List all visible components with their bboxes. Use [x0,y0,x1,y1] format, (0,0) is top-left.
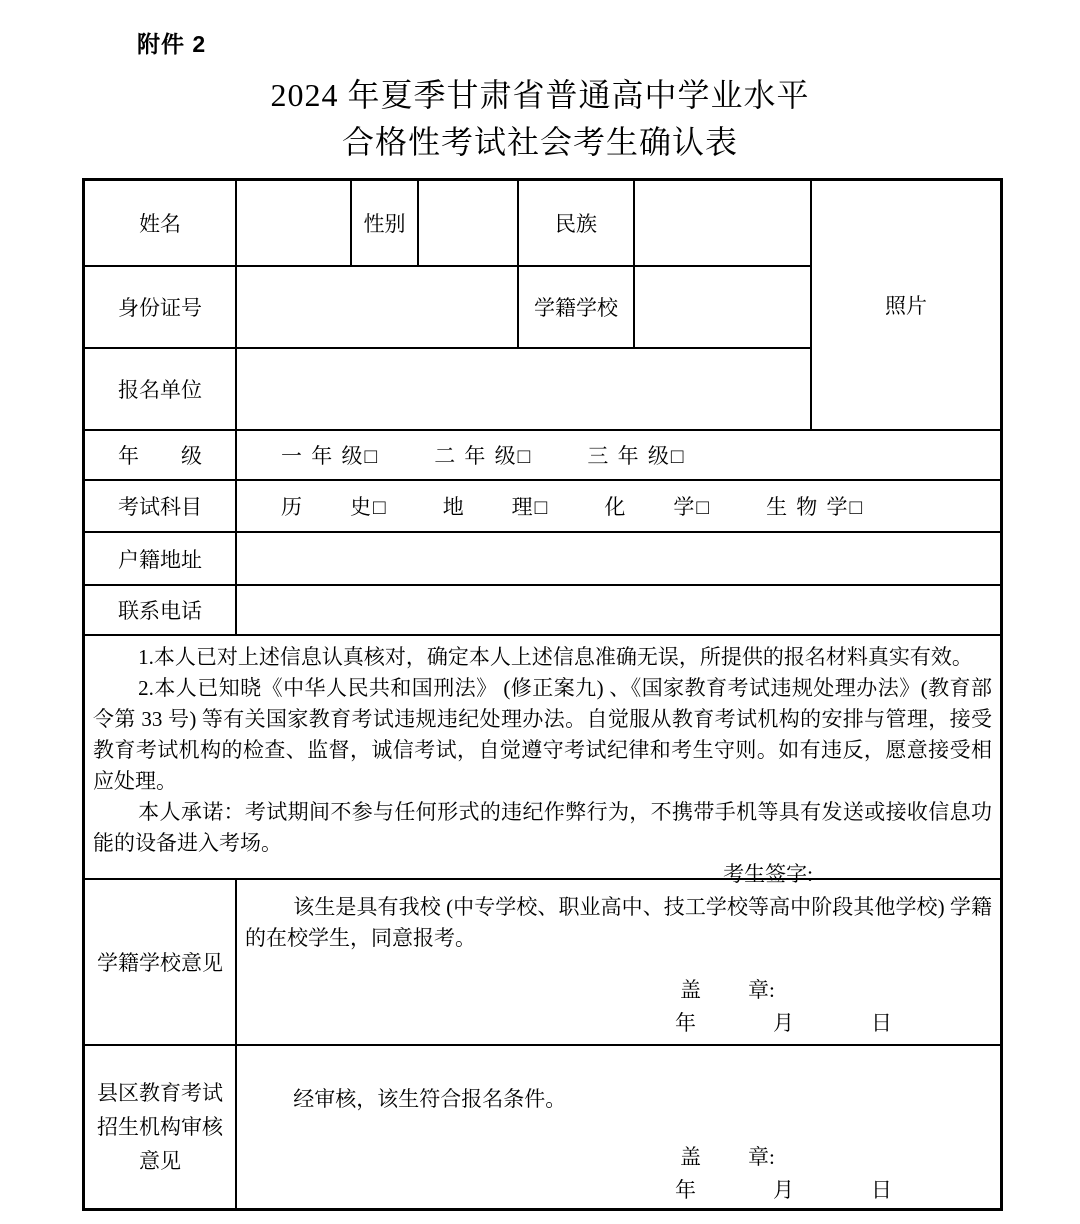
county-date-month: 月 [773,1178,794,1202]
grade-options-cell [237,431,1000,481]
declaration-para-3: 本人承诺：考试期间不参与任何形式的违纪作弊行为，不携带手机等具有发送或接收信息功能的设备进入考场。 [93,800,992,855]
field-label-gender: 性别 [352,181,419,267]
school-opinion-text: 该生是具有我校 (中专学校、职业高中、技工学校等高中阶段其他学校) 学籍的在校学生，同意报考。 [245,895,992,950]
form-title-line2: 合格性考试社会考生确认表 [341,124,738,160]
grade-option-3-checkbox: 三 年 级□ [587,444,686,468]
subject-options-cell [237,481,1000,533]
attachment-label: 附件 2 [137,31,207,57]
declaration-para-2: 2.本人已知晓《中华人民共和国刑法》 (修正案九) 、《国家教育考试违规处理办法》(教育部令第 33 号) 等有关国家教育考试违规违纪处理办法。自觉服从教育考试机构的安排与管理，接受教育考试机构的检查、监督，诚信考试，自觉遵守考试纪律和考生守则。如有违反，愿意接受相应处理。 [93,676,992,793]
school-date-day: 日 [871,1011,892,1035]
school-date-month: 月 [773,1011,794,1035]
id-number-value-cell [237,267,519,349]
field-label-registration-unit: 报名单位 [85,349,237,431]
field-label-ethnicity: 民族 [519,181,635,267]
school-opinion-content [237,880,1000,1046]
county-opinion-label-line1: 县区教育考试 [97,1081,223,1105]
school-seal-label: 盖 [680,978,701,1002]
subject-biology-checkbox: 生 物 学□ [766,495,865,519]
ethnicity-value-cell [635,181,812,267]
subject-history-checkbox: 历 史□ [281,495,388,519]
county-seal-line [680,1141,992,1174]
registration-table [82,178,1003,1211]
field-label-id-number: 身份证号 [85,267,237,349]
subject-geography-checkbox: 地 理□ [442,495,550,519]
county-seal-colon: 章: [748,1145,775,1169]
county-opinion-label-line2: 招生机构审核 [97,1115,223,1139]
field-label-name: 姓名 [85,181,237,267]
subject-chemistry-checkbox: 化 学□ [604,495,712,519]
declaration-section [85,636,1000,886]
contact-phone-value-cell [237,586,1000,636]
school-seal-colon: 章: [748,978,775,1002]
candidate-signature-label: 考生签字: [723,862,813,886]
field-label-exam-subjects: 考试科目 [85,481,237,533]
school-date-line [675,1007,992,1040]
name-value-cell [237,181,352,267]
gender-value-cell [419,181,519,267]
field-label-contact-phone: 联系电话 [85,586,237,636]
grade-option-2-checkbox: 二 年 级□ [434,444,533,468]
school-seal-line [680,974,992,1007]
declaration-para-1: 1.本人已对上述信息认真核对，确定本人上述信息准确无误，所提供的报名材料真实有效。 [138,645,973,669]
field-label-enrolled-school: 学籍学校 [519,267,635,349]
grade-option-1-checkbox: 一 年 级□ [281,444,380,468]
registration-unit-value-cell [237,349,812,431]
household-address-value-cell [237,533,1000,586]
form-title [0,72,1080,166]
school-opinion-label: 学籍学校意见 [85,880,237,1046]
county-opinion-content [237,1046,1000,1208]
county-opinion-label-line3: 意见 [139,1149,181,1173]
school-date-year: 年 [675,1011,696,1035]
field-label-household-address: 户籍地址 [85,533,237,586]
county-opinion-label [85,1046,237,1208]
field-label-grade: 年 级 [85,431,237,481]
county-date-line [675,1174,992,1207]
county-seal-label: 盖 [680,1145,701,1169]
county-date-year: 年 [675,1178,696,1202]
enrolled-school-value-cell [635,267,812,349]
county-date-day: 日 [871,1178,892,1202]
county-opinion-text: 经审核，该生符合报名条件。 [293,1087,567,1111]
form-title-line1: 2024 年夏季甘肃省普通高中学业水平 [270,77,810,113]
photo-cell: 照片 [812,181,1000,431]
